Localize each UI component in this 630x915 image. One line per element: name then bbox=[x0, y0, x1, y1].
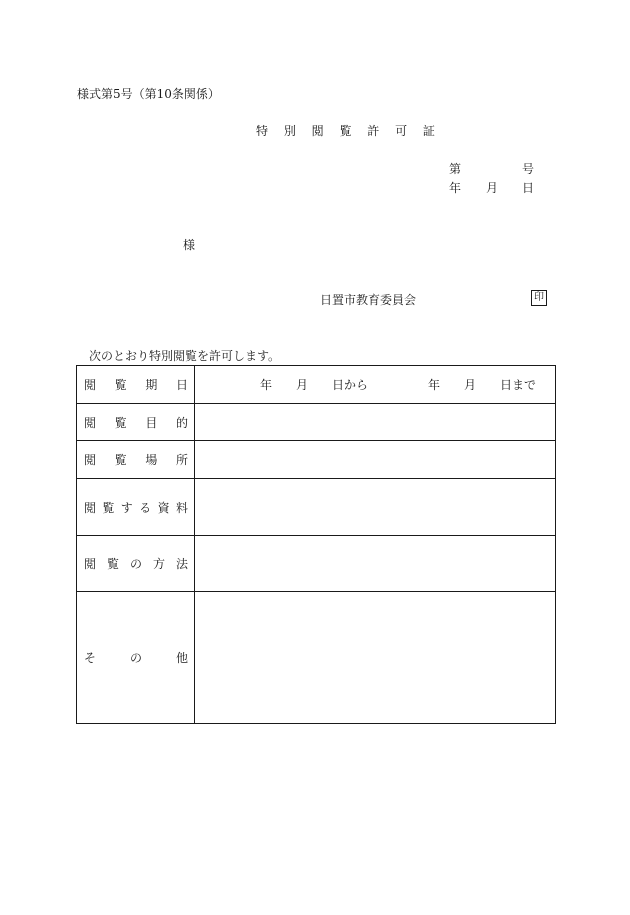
label-char: 法 bbox=[175, 557, 188, 571]
label-char: 閲 bbox=[84, 453, 97, 467]
label-char: 場 bbox=[145, 453, 158, 467]
label-char: 的 bbox=[175, 415, 188, 430]
row-label bbox=[77, 451, 194, 468]
label-char: 期 bbox=[145, 378, 158, 392]
label-char: 閲 bbox=[84, 557, 97, 571]
row-label-cell bbox=[77, 441, 195, 479]
form-number: 様式第5号（第10条関係） bbox=[77, 87, 220, 101]
other-value-cell[interactable] bbox=[195, 592, 556, 724]
seal-mark: 印 bbox=[531, 290, 547, 306]
label-char: 覧 bbox=[106, 557, 119, 571]
row-label-cell bbox=[77, 536, 195, 592]
number-prefix: 第 bbox=[449, 162, 462, 176]
label-char: 日 bbox=[175, 378, 188, 392]
label-char: 方 bbox=[152, 557, 165, 571]
label-char: 閲 bbox=[84, 378, 97, 392]
permit-table bbox=[76, 365, 556, 724]
period-end-day: 日まで bbox=[500, 378, 537, 392]
purpose-value-cell[interactable] bbox=[195, 404, 556, 441]
row-label-cell bbox=[77, 479, 195, 536]
row-label-cell bbox=[77, 592, 195, 724]
label-char: 閲 bbox=[84, 500, 97, 515]
table-row bbox=[77, 536, 556, 592]
issue-date-year: 年 bbox=[449, 181, 462, 195]
label-char: そ bbox=[84, 651, 97, 665]
table-row bbox=[77, 366, 556, 404]
label-char: 覧 bbox=[114, 378, 127, 392]
method-value-cell[interactable] bbox=[195, 536, 556, 592]
label-char: 覧 bbox=[102, 500, 115, 515]
label-char: 他 bbox=[175, 651, 188, 665]
label-char: 覧 bbox=[114, 415, 127, 430]
label-char: の bbox=[129, 557, 142, 571]
number-suffix: 号 bbox=[522, 162, 535, 176]
document-title: 特 別 閲 覧 許 可 証 bbox=[256, 124, 441, 138]
label-char: 資 bbox=[157, 500, 170, 515]
table-row bbox=[77, 404, 556, 441]
issue-date-day: 日 bbox=[522, 181, 535, 195]
row-label bbox=[77, 649, 194, 666]
label-char: 所 bbox=[175, 453, 188, 467]
label-char: る bbox=[139, 500, 152, 515]
table-row bbox=[77, 479, 556, 536]
table-row bbox=[77, 592, 556, 724]
label-char: 覧 bbox=[114, 453, 127, 467]
period-end-year: 年 bbox=[428, 378, 441, 392]
period-fields bbox=[195, 376, 555, 393]
row-label bbox=[77, 376, 194, 393]
row-label bbox=[77, 414, 194, 431]
issuer-name: 日置市教育委員会 bbox=[320, 293, 417, 307]
label-char: の bbox=[129, 651, 142, 665]
table-row bbox=[77, 441, 556, 479]
intro-text: 次のとおり特別閲覧を許可します。 bbox=[89, 349, 281, 363]
row-label-cell bbox=[77, 404, 195, 441]
issue-date-month: 月 bbox=[486, 181, 499, 195]
place-value-cell[interactable] bbox=[195, 441, 556, 479]
label-char: 閲 bbox=[84, 415, 97, 430]
period-end-month: 月 bbox=[464, 378, 477, 392]
label-char: 料 bbox=[175, 500, 188, 515]
period-value-cell[interactable] bbox=[195, 366, 556, 404]
materials-value-cell[interactable] bbox=[195, 479, 556, 536]
label-char: 目 bbox=[145, 415, 158, 430]
row-label bbox=[77, 555, 194, 572]
period-start-year: 年 bbox=[260, 378, 273, 392]
row-label-cell bbox=[77, 366, 195, 404]
addressee-honorific: 様 bbox=[183, 238, 196, 252]
label-char: す bbox=[120, 500, 133, 515]
row-label bbox=[77, 499, 194, 516]
period-start-month: 月 bbox=[296, 378, 309, 392]
period-start-day: 日から bbox=[332, 378, 369, 392]
